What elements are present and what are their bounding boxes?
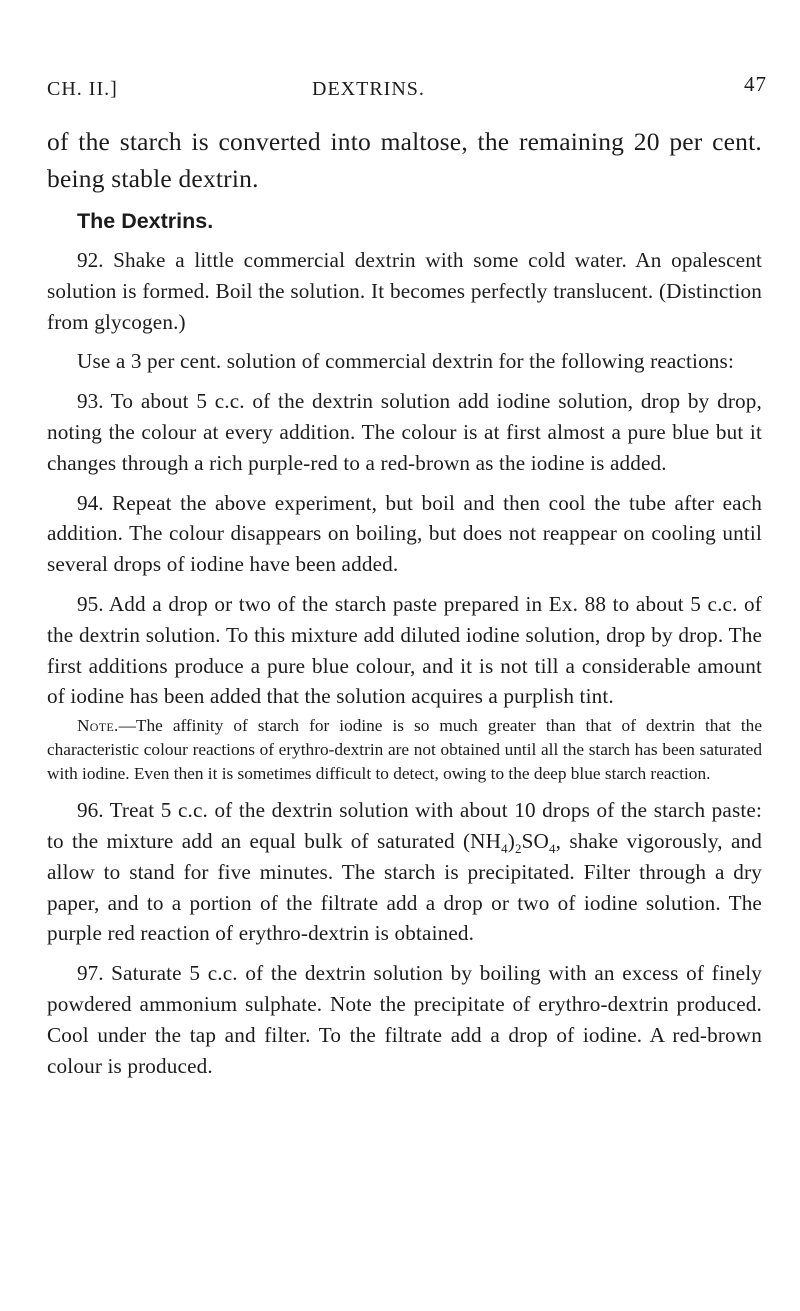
instruction-paragraph: [47, 346, 762, 377]
exercise-text-start: Treat 5 c.c. of the dextrin solution with about 10 drops of the starch paste: to the mixture add an equal bulk of saturated (NH: [47, 798, 762, 853]
formula-subscript: 4: [549, 841, 556, 857]
exercise-number: 94.: [77, 490, 104, 515]
exercise-text: Saturate 5 c.c. of the dextrin solution by boiling with an excess of finely powdered ammonium sulphate. Note the precipitate of erythro-dextrin produced. Cool under the tap and filter. To the filtrate add a drop of iodine. A red-brown colour is produced.: [47, 961, 762, 1078]
running-title: DEXTRINS.: [312, 78, 425, 100]
exercise-text: Shake a little commercial dextrin with some cold water. An opalescent solution is formed. Boil the solution. It becomes perfectly translucent. (Distinction from glycogen.): [47, 248, 762, 334]
exercise-number: 92.: [77, 248, 104, 272]
exercise-number: 93.: [77, 389, 104, 414]
exercise-text: Add a drop or two of the starch paste prepared in Ex. 88 to about 5 c.c. of the dextrin solution. To this mixture add diluted iodine solution, drop by drop. The first additions produce a pure blue colour, and it is not till a considerable amount of iodine has been added that the solution acquires a purplish tint.: [47, 591, 762, 709]
note-label: Note.: [77, 716, 119, 736]
page-body: [47, 123, 762, 1081]
exercise-number: 95.: [77, 591, 104, 616]
running-header: [47, 72, 767, 108]
exercise-93: [47, 386, 762, 478]
note-text: —The affinity of starch for iodine is so much greater than that of dextrin that the characteristic colour reactions of erythro-dextrin are not obtained until all the starch has been saturated with iodine. Even then it is sometimes difficult to detect, owing to the deep blue starch reaction.: [47, 716, 762, 784]
exercise-97: [47, 958, 762, 1081]
note-paragraph: [47, 714, 762, 786]
formula-subscript: 4: [501, 841, 508, 857]
chapter-label: CH. II.]: [47, 78, 118, 100]
formula-part: SO: [521, 828, 550, 853]
instruction-text: Use a 3 per cent. solution of commercial dextrin for the following reactions:: [77, 349, 734, 374]
exercise-96: [47, 795, 762, 949]
exercise-95: [47, 589, 762, 712]
formula-subscript: 2: [514, 841, 522, 857]
exercise-text-end: , shake vigorously, and allow to stand for five minutes. The starch is precipitated. Filter through a dry paper, and to a portion of the filtrate add a drop or two of iodine solution. The purple red reaction of erythro-dextrin is obtained.: [47, 828, 762, 946]
formula-part: ): [507, 828, 515, 853]
exercise-text: Repeat the above experiment, but boil and then cool the tube after each addition. The colour disappears on boiling, but does not reappear on cooling until several drops of iodine have been added.: [47, 490, 762, 577]
page-number: 47: [744, 72, 767, 96]
exercise-92: [47, 245, 762, 337]
continuation-paragraph: of the starch is converted into maltose, the remaining 20 per cent. being stable dextrin.: [47, 127, 762, 193]
exercise-text: To about 5 c.c. of the dextrin solution add iodine solution, drop by drop, noting the colour at every addition. The colour is at first almost a pure blue but it changes through a rich purple-red to a red-brown as the iodine is added.: [47, 389, 762, 475]
exercise-number: 97.: [77, 961, 104, 986]
section-heading: The Dextrins.: [77, 209, 214, 233]
exercise-number: 96.: [77, 798, 104, 823]
exercise-94: [47, 488, 762, 580]
